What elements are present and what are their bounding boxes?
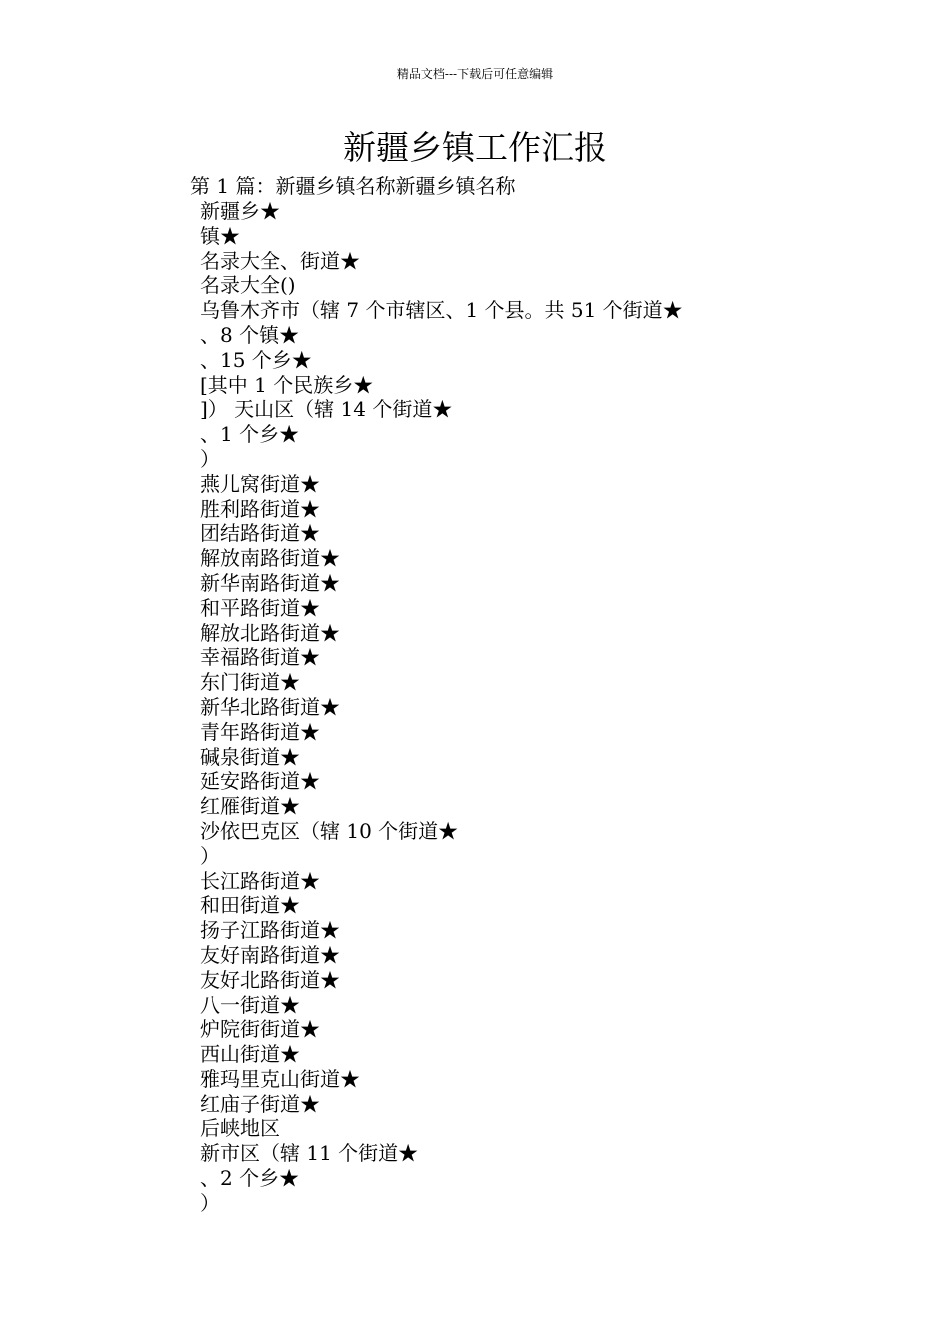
body-line: 团结路街道★ (200, 521, 320, 546)
body-line: 友好北路街道★ (200, 967, 340, 992)
body-line: 幸福路街道★ (200, 645, 320, 670)
body-line: ） (200, 1190, 220, 1215)
body-line: 新市区（辖 11 个街道★ (200, 1141, 419, 1166)
body-line: ]） 天山区（辖 14 个街道★ (200, 397, 453, 422)
body-line: 、1 个乡★ (200, 422, 300, 447)
page-header: 精品文档---下载后可任意编辑 (396, 67, 554, 81)
body-line: ） (200, 843, 220, 868)
body-line: 友好南路街道★ (200, 942, 340, 967)
body-line: 西山街道★ (200, 1042, 300, 1067)
body-line: 胜利路街道★ (200, 496, 320, 521)
body-line: 延安路街道★ (200, 769, 320, 794)
body-line: 炉院街街道★ (200, 1017, 320, 1042)
body-line: 后峡地区 (200, 1116, 280, 1141)
body-line: 解放南路街道★ (200, 546, 340, 571)
body-line: 八一街道★ (200, 992, 300, 1017)
body-line: 燕儿窝街道★ (200, 471, 320, 496)
body-line: 碱泉街道★ (200, 744, 300, 769)
body-line: 乌鲁木齐市（辖 7 个市辖区、1 个县。共 51 个街道★ (200, 298, 683, 323)
body-line: 新疆乡★ (200, 199, 280, 223)
body-line: 和田街道★ (200, 893, 300, 918)
body-line: 沙依巴克区（辖 10 个街道★ (200, 818, 459, 843)
body-line: 红庙子街道★ (200, 1091, 320, 1116)
body-line: 红雁街道★ (200, 794, 300, 819)
body-line: 东门街道★ (200, 670, 300, 695)
body-line: 扬子江路街道★ (200, 918, 340, 943)
body-line: [其中 1 个民族乡★ (200, 372, 374, 397)
body-line: 雅玛里克山街道★ (200, 1066, 360, 1091)
body-line: 、8 个镇★ (200, 322, 300, 347)
body-line: 、15 个乡★ (200, 347, 312, 372)
body-line: 长江路街道★ (200, 868, 320, 893)
body-line: ） (200, 446, 220, 471)
body-line: 名录大全() (200, 273, 296, 298)
body-line: 名录大全、街道★ (200, 248, 360, 273)
body-line: 镇★ (200, 223, 240, 248)
document-body (200, 199, 683, 1216)
document-title: 新疆乡镇工作汇报 (343, 128, 607, 167)
body-line: 新华南路街道★ (200, 570, 340, 595)
document-subtitle: 第 1 篇：新疆乡镇名称新疆乡镇名称 (190, 174, 516, 198)
body-line: 解放北路街道★ (200, 620, 340, 645)
body-line: 新华北路街道★ (200, 694, 340, 719)
body-line: 青年路街道★ (200, 719, 320, 744)
body-line: 、2 个乡★ (200, 1166, 300, 1191)
body-line: 和平路街道★ (200, 595, 320, 620)
